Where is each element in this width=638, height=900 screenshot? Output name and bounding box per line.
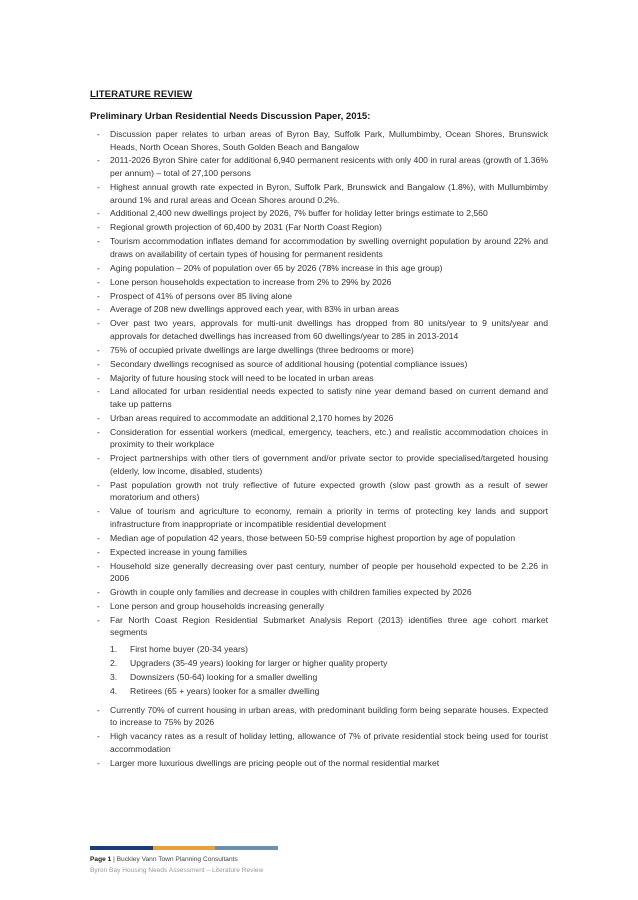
bullet-dash: -	[97, 453, 100, 464]
bullet-dash: -	[97, 600, 100, 611]
bullet-item	[90, 181, 548, 206]
bullet-dash: -	[97, 587, 100, 598]
bullet-item	[90, 235, 548, 260]
bullet-text: Additional 2,400 new dwellings project by 2026, 7% buffer for holiday letter brings estimate to 2,560	[110, 208, 488, 219]
bullet-dash: -	[97, 276, 100, 287]
bullet-text: Aging population – 20% of population over 65 by 2026 (78% increase in this age group)	[110, 262, 443, 273]
segment-text: Downsizers (50-64) looking for a smaller dwelling	[130, 672, 318, 683]
bullet-text: Lone person and group households increasing generally	[110, 600, 325, 611]
bullet-item	[90, 426, 548, 451]
footer-color-bar	[90, 846, 278, 850]
bullet-dash: -	[97, 372, 100, 383]
market-segment-item	[110, 685, 548, 698]
bullet-text: Regional growth projection of 60,400 by 2031 (Far North Coast Region)	[110, 222, 382, 233]
subsection-heading: Preliminary Urban Residential Needs Discussion Paper, 2015:	[90, 111, 371, 122]
bullet-item	[90, 614, 548, 698]
bullet-item	[90, 303, 548, 316]
footer-bar-segment	[215, 846, 278, 850]
bullet-dash: -	[97, 290, 100, 301]
bullet-item	[90, 757, 548, 770]
bullet-dash: -	[97, 129, 100, 139]
bullet-item	[90, 532, 548, 545]
segment-number: 1.	[110, 643, 118, 654]
bullet-text: Secondary dwellings recognised as source of additional housing (potential compliance issues)	[110, 358, 468, 369]
bullet-dash: -	[97, 614, 100, 625]
bullet-dash: -	[97, 155, 100, 166]
bullet-text: Past population growth not truly reflective of future expected growth (slow past growth as a result of sewer moratorium and others)	[110, 479, 548, 503]
bullet-text: Far North Coast Region Residential Submarket Analysis Report (2013) identifies three age cohort market segments	[110, 614, 548, 638]
section-heading: LITERATURE REVIEW	[90, 89, 193, 100]
footer-page-line: Page 1 | Buckley Vann Town Planning Consultants	[90, 856, 238, 863]
footer-document-title: Byron Bay Housing Needs Assessment – Literature Review	[90, 867, 264, 874]
bullet-item	[90, 586, 548, 599]
bullet-dash: -	[97, 181, 100, 192]
bullet-dash: -	[97, 358, 100, 369]
segment-number: 4.	[110, 686, 118, 697]
bullet-text: Majority of future housing stock will need to be located in urban areas	[110, 372, 374, 383]
bullet-dash: -	[97, 412, 100, 423]
bullet-dash: -	[97, 506, 100, 517]
bullet-dash: -	[97, 532, 100, 543]
bullet-item	[90, 560, 548, 585]
bullet-dash: -	[97, 208, 100, 219]
bullet-item	[90, 730, 548, 755]
bullet-dash: -	[97, 426, 100, 437]
bullet-dash: -	[97, 479, 100, 490]
bullet-text: Currently 70% of current housing in urban areas, with predominant building form being separate houses. Expected to increase to 75% by 2026	[110, 704, 548, 728]
bullet-dash: -	[97, 236, 100, 247]
bullet-text: 2011-2026 Byron Shire cater for additional 6,940 permanent resicents with only 400 in rural areas (growth of 1.36% per annum) – total of 27,100 persons	[110, 155, 548, 179]
bullet-item	[90, 452, 548, 477]
bullet-dash: -	[97, 560, 100, 571]
bullet-item	[90, 600, 548, 613]
bullet-text: Highest annual growth rate expected in Byron, Suffolk Park, Brunswick and Bangalow (1.8%), with Mullumbimby around 1% and rural areas and Ocean Shores around 0.2%.	[110, 181, 548, 205]
bullet-text: High vacancy rates as a result of holiday letting, allowance of 7% of private residential stock being used for tourist accommodation	[110, 731, 548, 754]
bullet-item	[90, 276, 548, 289]
bullet-text: Household size generally decreasing over past century, number of people per household expected to be 2.26 in 2006	[110, 560, 548, 584]
bullet-list	[90, 128, 548, 771]
bullet-text: Growth in couple only families and decrease in couples with children families expected by 2026	[110, 587, 472, 598]
footer-bar-segment	[153, 846, 216, 850]
bullet-dash: -	[97, 731, 100, 742]
bullet-item	[90, 262, 548, 275]
market-segment-item	[110, 657, 548, 670]
market-segment-list	[110, 643, 548, 698]
bullet-item	[90, 372, 548, 385]
bullet-item	[90, 317, 548, 342]
bullet-dash: -	[97, 318, 100, 329]
bullet-item	[90, 546, 548, 559]
bullet-item	[90, 704, 548, 729]
segment-text: Upgraders (35-49 years) looking for larger or higher quality property	[130, 658, 388, 669]
bullet-dash: -	[97, 262, 100, 273]
bullet-item	[90, 385, 548, 410]
footer-page-number: Page 1	[90, 856, 112, 863]
bullet-dash: -	[97, 222, 100, 233]
bullet-item	[90, 128, 548, 153]
bullet-item	[90, 358, 548, 371]
bullet-text: Expected increase in young families	[110, 546, 248, 557]
bullet-dash: -	[97, 386, 100, 397]
bullet-text: Lone person households expectation to increase from 2% to 29% by 2026	[110, 276, 392, 287]
bullet-text: Urban areas required to accommodate an additional 2,170 homes by 2026	[110, 412, 394, 423]
segment-text: First home buyer (20-34 years)	[130, 643, 248, 654]
bullet-dash: -	[97, 344, 100, 355]
bullet-text: Discussion paper relates to urban areas of Byron Bay, Suffolk Park, Mullumbimby, Ocean Shores, Brunswick Heads, North Ocean Shores, South Golden Beach and Bangalow	[110, 129, 548, 152]
bullet-item	[90, 154, 548, 179]
bullet-item	[90, 412, 548, 425]
bullet-text: 75% of occupied private dwellings are large dwellings (three bedrooms or more)	[110, 344, 414, 355]
bullet-dash: -	[97, 304, 100, 315]
bullet-text: Prospect of 41% of persons over 85 living alone	[110, 290, 293, 301]
bullet-item	[90, 221, 548, 234]
bullet-text: Consideration for essential workers (medical, emergency, teachers, etc.) and realistic accommodation choices in proximity to their workplace	[110, 426, 548, 450]
bullet-item	[90, 344, 548, 357]
segment-text: Retirees (65 + years) looker for a smaller dwelling	[130, 686, 320, 697]
bullet-text: Value of tourism and agriculture to economy, remain a priority in terms of protecting key lands and support infrastructure from inappropriate or incompatible residential development	[110, 506, 548, 529]
segment-number: 3.	[110, 672, 118, 683]
bullet-text: Median age of population 42 years, those between 50-59 comprise highest proportion by age of population	[110, 532, 516, 543]
market-segment-item	[110, 671, 548, 684]
bullet-item	[90, 207, 548, 220]
bullet-text: Land allocated for urban residential needs expected to satisfy nine year demand based on current demand and take up patterns	[110, 386, 548, 410]
bullet-item	[90, 290, 548, 303]
bullet-text: Average of 208 new dwellings approved each year, with 83% in urban areas	[110, 304, 399, 315]
market-segment-item	[110, 643, 548, 656]
footer-bar-segment	[90, 846, 153, 850]
bullet-text: Tourism accommodation inflates demand for accommodation by swelling overnight population by around 22% and draws on availability of certain types of housing for permanent residents	[110, 236, 548, 259]
bullet-text: Larger more luxurious dwellings are pricing people out of the normal residential market	[110, 757, 440, 768]
bullet-item	[90, 479, 548, 504]
segment-number: 2.	[110, 658, 118, 669]
bullet-text: Project partnerships with other tiers of government and/or private sector to provide specialised/targeted housing (elderly, low income, disabled, students)	[110, 453, 548, 476]
bullet-item	[90, 505, 548, 530]
bullet-dash: -	[97, 757, 100, 768]
bullet-dash: -	[97, 546, 100, 557]
footer-company: Buckley Vann Town Planning Consultants	[116, 856, 238, 863]
bullet-text: Over past two years, approvals for multi-unit dwellings has dropped from 80 units/year to 9 units/year and approvals for detached dwellings has increased from 60 dwellings/year to 285 in 2013-2014	[110, 318, 548, 341]
bullet-dash: -	[97, 704, 100, 715]
